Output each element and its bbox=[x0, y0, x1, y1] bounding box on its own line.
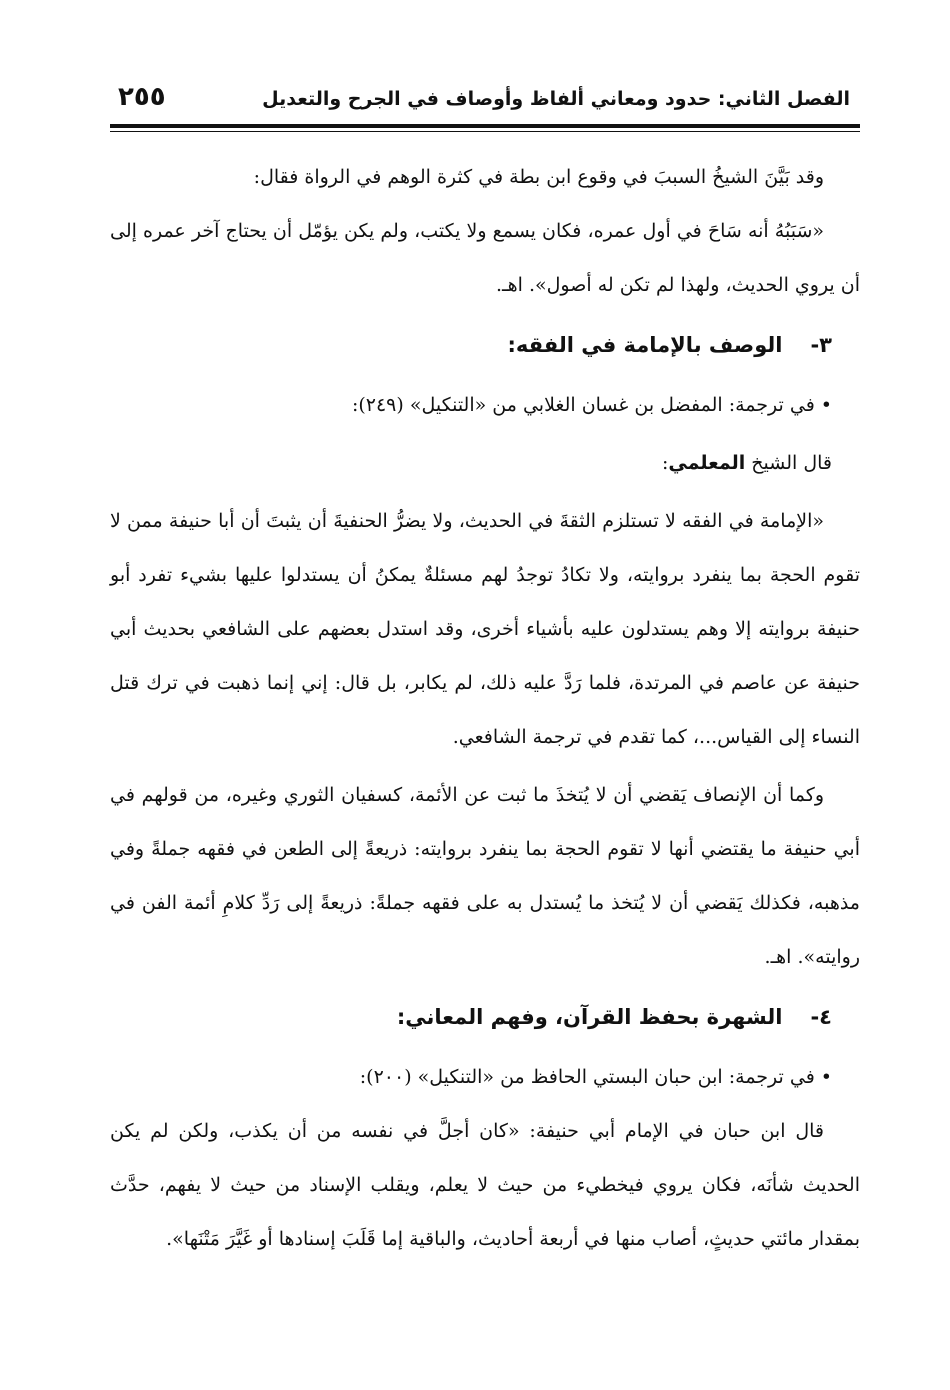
section-title: الشهرة بحفظ القرآن، وفهم المعاني: bbox=[396, 1005, 783, 1029]
header-rule-thick bbox=[110, 124, 860, 128]
speaker-colon: : bbox=[661, 452, 669, 474]
bullet-item bbox=[110, 1050, 860, 1104]
section-heading-4 bbox=[110, 990, 860, 1044]
speaker-line bbox=[110, 436, 860, 490]
section-number: ٤- bbox=[810, 1005, 832, 1029]
header-rule-thin bbox=[110, 131, 860, 132]
page-number: ٢٥٥ bbox=[118, 82, 166, 112]
bullet-dot: • bbox=[820, 1066, 832, 1088]
section-number: ٣- bbox=[810, 333, 832, 357]
page-header bbox=[110, 82, 860, 118]
paragraph-insaf: وكما أن الإنصاف يَقضي أن لا يُتخذَ ما ثبت عن الأئمة، كسفيان الثوري وغيره، من قولهم في أبي حنيفة ما يقتضي أنها لا تقوم الحجة بما ينفرد بروايته: ذريعةً إلى الطعن في فقهه جملةً وفي مذهبه، فكذلك يَقضي أن لا يُتخذ ما يُستدل به على فقهه جملةً: ذريعةً إلى رَدِّ كلامِ أئمة الفن في روايته». اهـ. bbox=[110, 784, 860, 968]
bullet-text: في ترجمة: المفضل بن غسان الغلابي من «التنكيل» (٢٤٩): bbox=[351, 394, 815, 416]
page-body bbox=[110, 150, 860, 1266]
quote-ibn-batta: «سَبَبُهُ أنه سَاحَ في أول عمره، فكان يسمع ولا يكتب، ولم يكن يؤمّل أن يحتاج آخر عمره إلى أن يروي الحديث، ولهذا لم تكن له أصول». اهـ. bbox=[110, 220, 860, 296]
bullet-item bbox=[110, 378, 860, 432]
speaker-prefix: قال الشيخ bbox=[745, 452, 832, 474]
chapter-title: الفصل الثاني: حدود ومعاني ألفاظ وأوصاف في الجرح والتعديل bbox=[262, 88, 850, 110]
section-title: الوصف بالإمامة في الفقه: bbox=[507, 333, 783, 357]
section-heading-3 bbox=[110, 318, 860, 372]
speaker-name: المعلمي bbox=[668, 452, 746, 474]
bullet-text: في ترجمة: ابن حبان البستي الحافظ من «التنكيل» (٢٠٠): bbox=[359, 1066, 815, 1088]
paragraph-intro: وقد بَيَّنَ الشيخُ السببَ في وقوع ابن بطة في كثرة الوهم في الرواة فقال: bbox=[253, 166, 824, 188]
bullet-dot: • bbox=[820, 394, 832, 416]
paragraph-ibn-hibban: قال ابن حبان في الإمام أبي حنيفة: «كان أجلَّ في نفسه من أن يكذب، ولكن لم يكن الحديث شأنَه، فكان يروي فيخطيء من حيث لا يعلم، ويقلب الإسناد من حيث لا يفهم، حدَّث بمقدار مائتي حديثٍ، أصاب منها في أربعة أحاديث، والباقية إما قَلَبَ إسنادها أو غَيَّرَ مَتْنَها». bbox=[110, 1120, 860, 1250]
quote-muallimi: «الإمامة في الفقه لا تستلزم الثقةَ في الحديث، ولا يضرُّ الحنفيةَ أن يثبتَ أن أبا حنيفة ممن لا تقوم الحجة بما ينفرد بروايته، ولا تكادُ توجدُ لهم مسئلةٌ يمكنُ أن يستدلوا عليها بشيء تفرد أبو حنيفة بروايته إلا وهم يستدلون عليه بأشياء أخرى، وقد استدل بعضهم على الشافعي بحديث أبي حنيفة عن عاصم في المرتدة، فلما رَدَّ عليه ذلك، لم يكابر، بل قال: إني إنما ذهبت في ترك قتل النساء إلى القياس...، كما تقدم في ترجمة الشافعي. bbox=[110, 510, 860, 748]
